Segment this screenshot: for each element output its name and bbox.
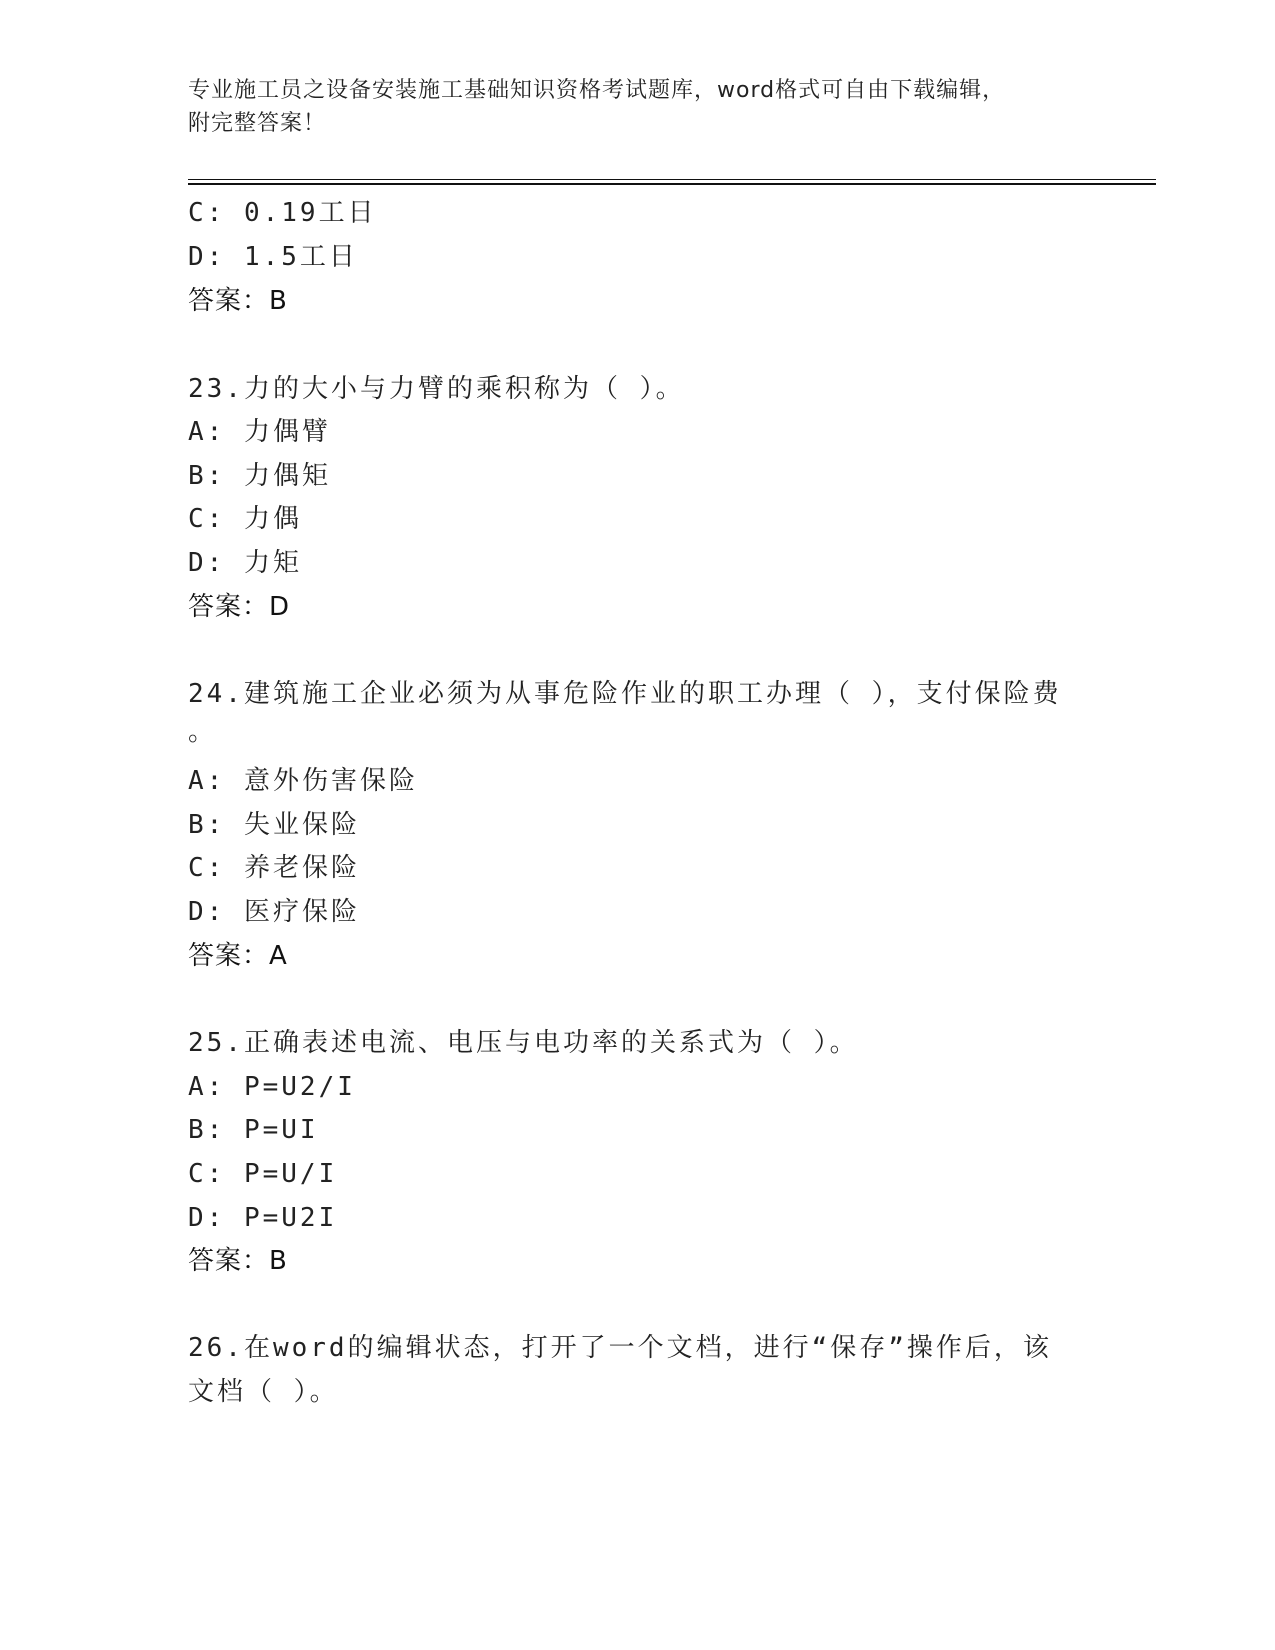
option-d: D: 1.5工日: [188, 242, 358, 272]
option-c: C: 养老保险: [188, 853, 360, 883]
header-divider-thick: [188, 183, 1156, 185]
document-header: [188, 74, 1068, 140]
question-25: 25.正确表述电流、电压与电功率的关系式为（ ）。: [188, 1028, 859, 1058]
answer-line: 答案：B: [188, 1246, 288, 1276]
option-a: A: 力偶臂: [188, 417, 331, 447]
question-26: 26.在word的编辑状态，打开了一个文档，进行“保存”操作后，该: [188, 1333, 1052, 1363]
question-23: 23.力的大小与力臂的乘积称为（ ）。: [188, 374, 685, 404]
option-a: A: P=U2/I: [188, 1072, 356, 1102]
option-d: D: 力矩: [188, 548, 302, 578]
question-26-continuation: 文档（ ）。: [188, 1377, 339, 1407]
header-divider-thin: [188, 179, 1156, 180]
answer-line: 答案：D: [188, 592, 291, 622]
option-c: C: 0.19工日: [188, 198, 377, 228]
header-line-2: 附完整答案！: [188, 111, 327, 136]
answer-line: 答案：A: [188, 941, 288, 971]
option-a: A: 意外伤害保险: [188, 766, 418, 796]
question-24-continuation: 。: [188, 717, 218, 747]
question-24: 24.建筑施工企业必须为从事危险作业的职工办理（ ），支付保险费: [188, 679, 1062, 709]
option-b: B: P=UI: [188, 1115, 319, 1145]
option-b: B: 失业保险: [188, 810, 360, 840]
option-b: B: 力偶矩: [188, 461, 331, 491]
option-c: C: 力偶: [188, 504, 302, 534]
option-c: C: P=U/I: [188, 1159, 338, 1189]
header-line-1: 专业施工员之设备安装施工基础知识资格考试题库，word格式可自由下载编辑，: [188, 78, 1006, 103]
option-d: D: 医疗保险: [188, 897, 360, 927]
option-d: D: P=U2I: [188, 1203, 338, 1233]
answer-line: 答案：B: [188, 286, 288, 316]
